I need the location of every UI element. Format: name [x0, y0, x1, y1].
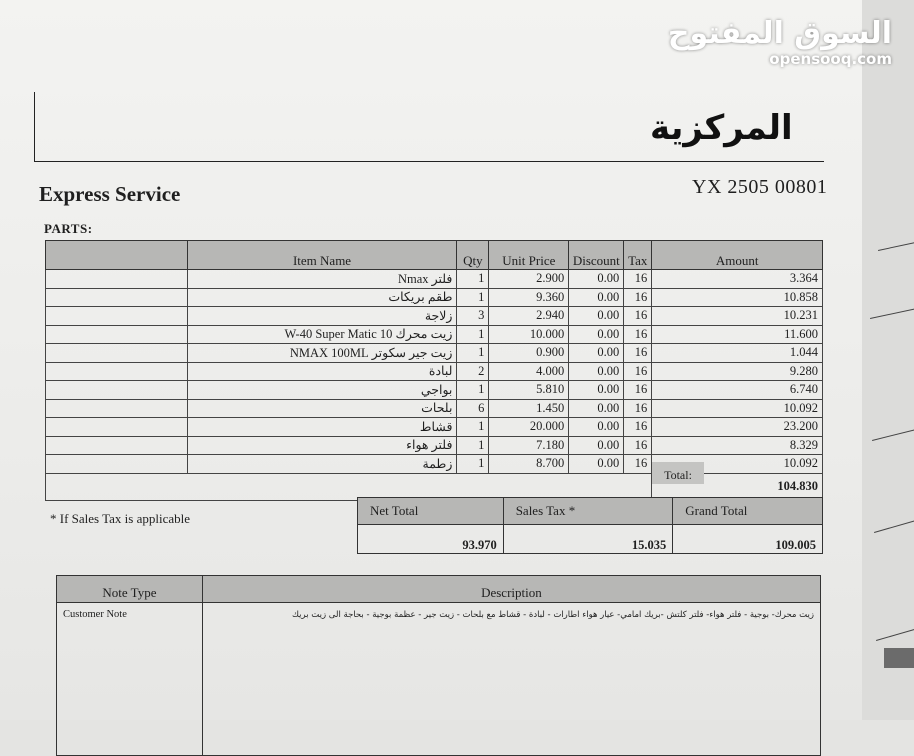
unit-price-cell: 20.000	[489, 418, 569, 437]
qty-cell: 1	[457, 436, 489, 455]
item-name-cell: بلحات	[187, 399, 457, 418]
qty-cell: 1	[457, 455, 489, 474]
col-amount: Amount	[652, 241, 823, 270]
parts-header-row	[46, 241, 823, 270]
grand-total-label: Grand Total	[673, 498, 823, 525]
qty-cell: 1	[457, 418, 489, 437]
table-row	[46, 418, 823, 437]
tax-cell: 16	[624, 270, 652, 289]
table-row	[46, 270, 823, 289]
discount-cell: 0.00	[569, 418, 624, 437]
total-value: 104.830	[652, 473, 823, 500]
tax-cell: 16	[624, 418, 652, 437]
unit-price-cell: 9.360	[489, 288, 569, 307]
description-text: زيت محرك- بوجية - فلتر هواء- فلتر كلتش -بريك امامي- عيار هواء اطارات - لبادة - قشاط مع بلحات - زيت جير - عظمة بوجية - بحاجة الى زيت بريك	[291, 610, 814, 620]
unit-price-cell: 7.180	[489, 436, 569, 455]
description-cell	[202, 603, 820, 756]
watermark-arabic: السوق المفتوح	[667, 16, 892, 51]
sales-tax-footnote: * If Sales Tax is applicable	[50, 511, 191, 526]
unit-price-cell: 4.000	[489, 362, 569, 381]
total-spacer-cell	[46, 473, 652, 500]
unit-price-cell: 8.700	[489, 455, 569, 474]
discount-cell: 0.00	[569, 307, 624, 326]
qty-cell: 3	[457, 307, 489, 326]
tax-cell: 16	[624, 325, 652, 344]
table-row	[46, 344, 823, 363]
item-name-cell: لبادة	[187, 362, 457, 381]
item-name-cell: زيت جير سكوتر NMAX 100ML	[187, 344, 457, 363]
grand-total-value: 109.005	[673, 525, 823, 554]
amount-cell: 9.280	[652, 362, 823, 381]
table-row	[46, 288, 823, 307]
item-name-cell: فلتر Nmax	[187, 270, 457, 289]
discount-cell: 0.00	[569, 270, 624, 289]
discount-cell: 0.00	[569, 455, 624, 474]
item-name-cell: قشاط	[187, 418, 457, 437]
customer-note-row	[57, 603, 821, 756]
blank-cell	[46, 418, 188, 437]
item-name-cell: زطمة	[187, 455, 457, 474]
totals-header-row	[358, 498, 823, 525]
qty-cell: 2	[457, 362, 489, 381]
col-tax: Tax	[624, 241, 652, 270]
tax-cell: 16	[624, 436, 652, 455]
totals-table	[357, 497, 823, 554]
table-row	[46, 381, 823, 400]
item-name-cell: بواجي	[187, 381, 457, 400]
parts-table	[45, 240, 823, 501]
blank-cell	[46, 455, 188, 474]
notes-table	[56, 575, 821, 756]
letterhead-bottom-border	[34, 161, 824, 162]
table-row	[46, 399, 823, 418]
blank-cell	[46, 381, 188, 400]
col-qty: Qty	[457, 241, 489, 270]
qty-cell: 1	[457, 344, 489, 363]
document-title: Express Service	[39, 182, 181, 206]
amount-cell: 10.092	[652, 455, 823, 474]
item-name-cell: زيت محرك W-40 Super Matic 10	[187, 325, 457, 344]
table-row	[46, 436, 823, 455]
note-type-cell: Customer Note	[57, 603, 203, 756]
watermark-latin: opensooq.com	[769, 50, 892, 68]
amount-cell: 10.092	[652, 399, 823, 418]
letterhead-left-border	[34, 92, 35, 162]
col-note-type: Note Type	[57, 576, 203, 603]
item-name-cell: زلاجة	[187, 307, 457, 326]
col-item-name: Item Name	[187, 241, 457, 270]
qty-cell: 1	[457, 270, 489, 289]
amount-cell: 10.231	[652, 307, 823, 326]
unit-price-cell: 1.450	[489, 399, 569, 418]
table-row	[46, 455, 823, 474]
unit-price-cell: 5.810	[489, 381, 569, 400]
invoice-number: YX 2505 00801	[692, 176, 828, 198]
blank-cell	[46, 436, 188, 455]
item-name-cell: طقم بريكات	[187, 288, 457, 307]
total-row	[46, 473, 823, 500]
amount-cell: 3.364	[652, 270, 823, 289]
discount-cell: 0.00	[569, 325, 624, 344]
unit-price-cell: 0.900	[489, 344, 569, 363]
tax-cell: 16	[624, 362, 652, 381]
blank-cell	[46, 399, 188, 418]
col-discount: Discount	[569, 241, 624, 270]
tax-cell: 16	[624, 307, 652, 326]
paper-stack-edge	[862, 0, 914, 720]
amount-cell: 10.858	[652, 288, 823, 307]
blank-cell	[46, 344, 188, 363]
blank-cell	[46, 288, 188, 307]
table-row	[46, 325, 823, 344]
qty-cell: 1	[457, 325, 489, 344]
amount-cell: 23.200	[652, 418, 823, 437]
discount-cell: 0.00	[569, 436, 624, 455]
item-name-cell: فلتر هواء	[187, 436, 457, 455]
totals-value-row	[358, 525, 823, 554]
discount-cell: 0.00	[569, 288, 624, 307]
amount-cell: 8.329	[652, 436, 823, 455]
tax-cell: 16	[624, 288, 652, 307]
unit-price-cell: 2.900	[489, 270, 569, 289]
parts-section-label: PARTS:	[44, 221, 93, 236]
tax-cell: 16	[624, 399, 652, 418]
table-row	[46, 362, 823, 381]
amount-cell: 6.740	[652, 381, 823, 400]
table-row	[46, 307, 823, 326]
total-label: Total:	[652, 462, 704, 484]
qty-cell: 6	[457, 399, 489, 418]
net-total-value: 93.970	[358, 525, 504, 554]
tax-cell: 16	[624, 381, 652, 400]
notes-header-row	[57, 576, 821, 603]
discount-cell: 0.00	[569, 381, 624, 400]
blank-cell	[46, 325, 188, 344]
discount-cell: 0.00	[569, 399, 624, 418]
tax-cell: 16	[624, 455, 652, 474]
qty-cell: 1	[457, 288, 489, 307]
qty-cell: 1	[457, 381, 489, 400]
blank-header-cell	[46, 241, 188, 270]
tax-cell: 16	[624, 344, 652, 363]
opensooq-watermark	[668, 16, 892, 68]
blank-cell	[46, 362, 188, 381]
col-description: Description	[202, 576, 820, 603]
col-unit-price: Unit Price	[489, 241, 569, 270]
sales-tax-label: Sales Tax *	[503, 498, 673, 525]
sales-tax-value: 15.035	[503, 525, 673, 554]
net-total-label: Net Total	[358, 498, 504, 525]
discount-cell: 0.00	[569, 362, 624, 381]
company-logo: المركزية	[650, 108, 793, 148]
blank-cell	[46, 307, 188, 326]
amount-cell: 11.600	[652, 325, 823, 344]
discount-cell: 0.00	[569, 344, 624, 363]
unit-price-cell: 2.940	[489, 307, 569, 326]
blank-cell	[46, 270, 188, 289]
unit-price-cell: 10.000	[489, 325, 569, 344]
amount-cell: 1.044	[652, 344, 823, 363]
